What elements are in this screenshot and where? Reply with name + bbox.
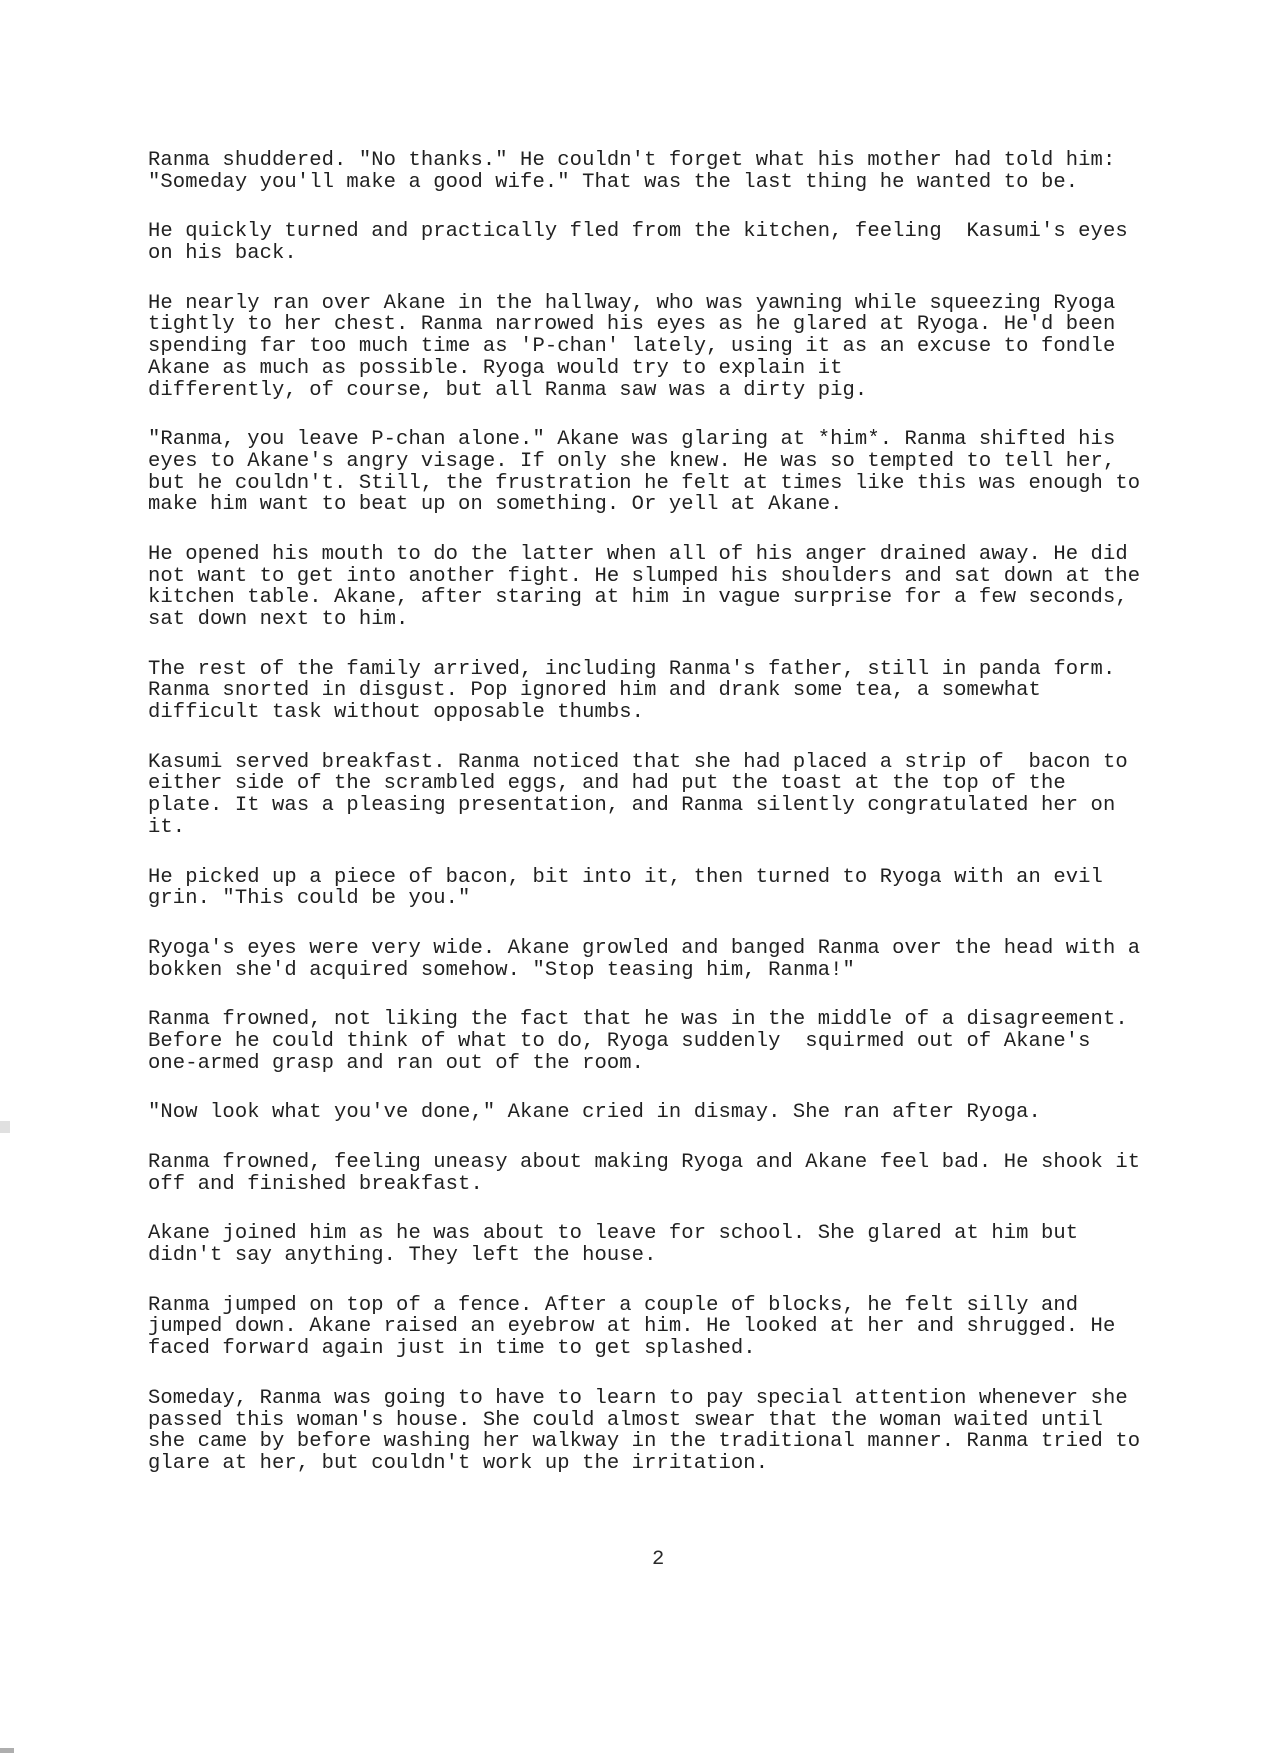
text-line: Ranma jumped on top of a fence. After a couple of blocks, he felt silly and <box>148 1293 1079 1317</box>
text-line: didn't say anything. They left the house. <box>148 1244 657 1268</box>
paragraph <box>148 429 1140 516</box>
paragraph <box>148 659 1140 724</box>
paragraph <box>148 150 1140 193</box>
paragraph <box>148 221 1140 264</box>
text-block <box>148 150 1140 1503</box>
text-line: Ranma snorted in disgust. Pop ignored him and drank some tea, a somewhat <box>148 679 1041 703</box>
text-line: sat down next to him. <box>148 608 409 631</box>
text-line: on his back. <box>148 242 297 266</box>
text-line: but he couldn't. Still, the frustration he felt at times like this was enough to <box>148 471 1141 495</box>
text-line: Akane joined him as he was about to leave for school. She glared at him but <box>148 1222 1079 1246</box>
text-line: passed this woman's house. She could almost swear that the woman waited until <box>148 1408 1103 1432</box>
paragraph <box>148 752 1140 839</box>
text-line: she came by before washing her walkway in the traditional manner. Ranma tried to <box>148 1430 1141 1454</box>
paragraph <box>148 1223 1140 1266</box>
paragraph <box>148 544 1140 631</box>
text-line: spending far too much time as 'P-chan' lately, using it as an excuse to fondle <box>148 335 1116 359</box>
text-line: He picked up a piece of bacon, bit into it, then turned to Ryoga with an evil <box>148 865 1103 889</box>
text-line: make him want to beat up on something. Or yell at Akane. <box>148 493 843 517</box>
text-line: Akane as much as possible. Ryoga would try to explain it <box>148 356 843 380</box>
text-line: one-armed grasp and ran out of the room. <box>148 1051 645 1075</box>
text-line: kitchen table. Akane, after staring at him in vague surprise for a few seconds, <box>148 586 1128 610</box>
text-line: "Now look what you've done," Akane cried in dismay. She ran after Ryoga. <box>148 1101 1041 1125</box>
text-line: grin. "This could be you." <box>148 887 471 911</box>
text-line: The rest of the family arrived, including Ranma's father, still in panda form. <box>148 657 1116 681</box>
text-line: Someday, Ranma was going to have to learn to pay special attention whenever she <box>148 1386 1128 1410</box>
text-line: He quickly turned and practically fled from the kitchen, feeling Kasumi's eyes <box>148 220 1128 244</box>
text-line: Ryoga's eyes were very wide. Akane growled and banged Ranma over the head with a <box>148 936 1141 960</box>
text-line: off and finished breakfast. <box>148 1172 483 1196</box>
text-line: glare at her, but couldn't work up the irritation. <box>148 1451 769 1475</box>
text-line: faced forward again just in time to get splashed. <box>148 1337 756 1361</box>
text-line: differently, of course, but all Ranma saw was a dirty pig. <box>148 378 868 402</box>
scan-artifact-bottom-left <box>0 1748 14 1753</box>
text-line: He nearly ran over Akane in the hallway, who was yawning while squeezing Ryoga <box>148 291 1116 315</box>
paragraph <box>148 1388 1140 1475</box>
text-line: jumped down. Akane raised an eyebrow at him. He looked at her and shrugged. He <box>148 1315 1116 1339</box>
text-line: not want to get into another fight. He slumped his shoulders and sat down at the <box>148 564 1141 588</box>
paragraph <box>148 1295 1140 1360</box>
text-line: Ranma frowned, not liking the fact that he was in the middle of a disagreement. <box>148 1008 1128 1032</box>
text-line: Before he could think of what to do, Ryoga suddenly squirmed out of Akane's <box>148 1029 1091 1053</box>
text-line: difficult task without opposable thumbs. <box>148 701 645 725</box>
text-line: eyes to Akane's angry visage. If only she knew. He was so tempted to tell her, <box>148 449 1116 473</box>
text-line: Ranma shuddered. "No thanks." He couldn't forget what his mother had told him: <box>148 149 1116 172</box>
text-line: Ranma frowned, feeling uneasy about making Ryoga and Akane feel bad. He shook it <box>148 1151 1141 1174</box>
text-line: "Someday you'll make a good wife." That was the last thing he wanted to be. <box>148 170 1079 194</box>
page-number: 2 <box>652 1548 665 1571</box>
paragraph <box>148 293 1140 401</box>
text-line: Kasumi served breakfast. Ranma noticed that she had placed a strip of bacon to <box>148 750 1128 774</box>
text-line: tightly to her chest. Ranma narrowed his eyes as he glared at Ryoga. He'd been <box>148 313 1116 337</box>
text-line: it. <box>148 815 186 839</box>
text-line: either side of the scrambled eggs, and had put the toast at the top of the <box>148 772 1066 796</box>
scan-artifact-left-edge <box>0 1121 10 1133</box>
paragraph <box>148 1102 1140 1124</box>
text-line: He opened his mouth to do the latter when all of his anger drained away. He did <box>148 542 1128 566</box>
text-line: bokken she'd acquired somehow. "Stop teasing him, Ranma!" <box>148 958 855 982</box>
text-line: plate. It was a pleasing presentation, and Ranma silently congratulated her on <box>148 794 1116 818</box>
paragraph <box>148 938 1140 981</box>
paragraph <box>148 867 1140 910</box>
paragraph <box>148 1009 1140 1074</box>
text-line: "Ranma, you leave P-chan alone." Akane was glaring at *him*. Ranma shifted his <box>148 428 1116 452</box>
paragraph <box>148 1152 1140 1195</box>
